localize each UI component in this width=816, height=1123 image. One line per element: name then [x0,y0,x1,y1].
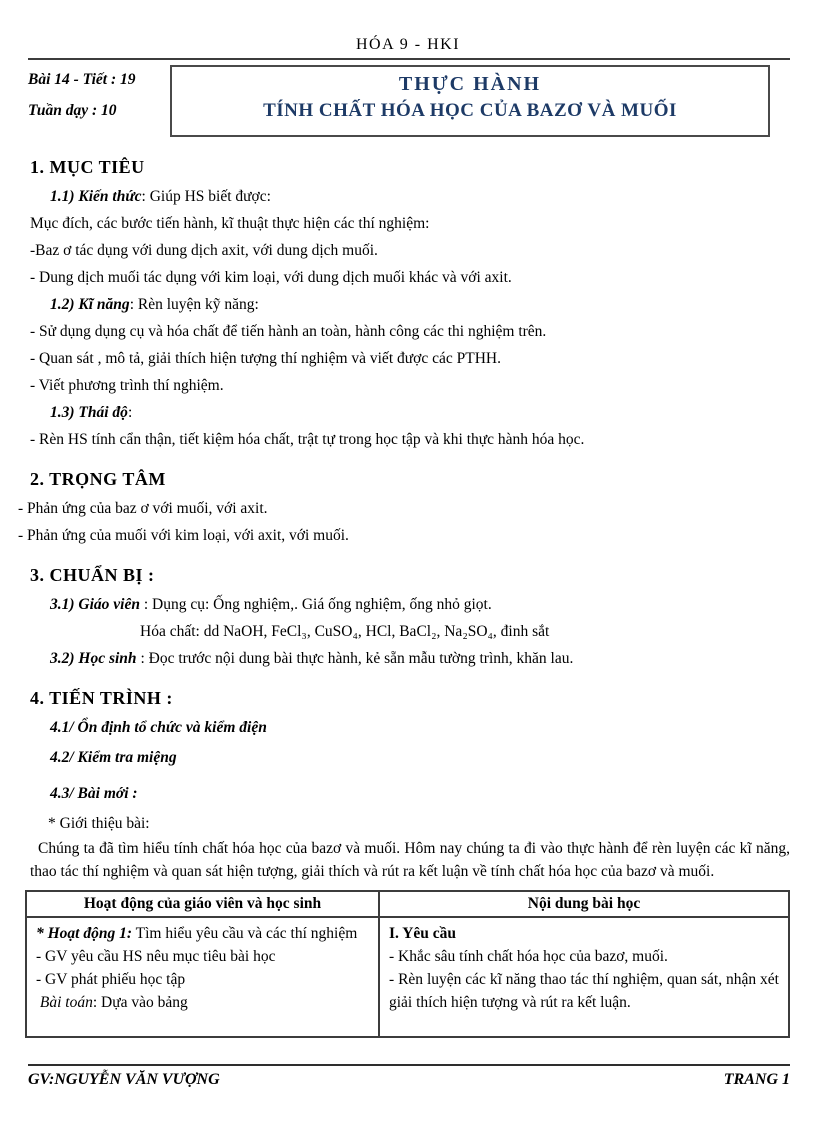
section-2-heading: 2. TRỌNG TÂM [30,469,166,489]
activity-rest: Tìm hiểu yêu cầu và các thí nghiệm [132,925,358,942]
doc-line [50,596,790,614]
subheading-lead: 3.2) Học sinh [50,650,137,667]
doc-line [36,991,369,1014]
page-footer [28,1064,790,1089]
table-header-row [26,891,789,917]
document-body [18,157,790,883]
lesson-number: Bài 14 - Tiết : 19 [28,71,136,88]
doc-line: - Khắc sâu tính chất hóa học của bazơ, muối. [389,948,668,965]
table-cell-activities [26,917,379,1037]
title-box [170,65,770,137]
subheading-rest: : Rèn luyện kỹ năng: [129,296,259,313]
intro-label: * Giới thiệu bài: [48,815,150,832]
lesson-title-line2: TÍNH CHẤT HÓA HỌC CỦA BAZƠ VÀ MUỐI [263,100,677,121]
header-rule [28,58,790,60]
footer-page-number: TRANG 1 [723,1071,790,1088]
doc-line: 4.3/ Bài mới : [50,785,138,802]
doc-line [50,404,790,422]
subheading-lead: 3.1) Giáo viên [50,596,140,613]
subheading-lead: 1.2) Kĩ năng [50,296,130,313]
doc-line: - GV yêu cầu HS nêu mục tiêu bài học [36,948,276,965]
doc-line: - Quan sát , mô tả, giải thích hiện tượng thí nghiệm và viết được các PTHH. [30,350,501,367]
doc-line: - Phản ứng của baz ơ với muối, với axit. [18,500,268,517]
doc-line [50,188,790,206]
table-row [26,917,789,1037]
lesson-meta [28,65,170,137]
lesson-title-line1: THỰC HÀNH [398,73,542,95]
subheading-lead: 1.3) Thái độ [50,404,128,421]
doc-line: 4.2/ Kiểm tra miệng [50,749,177,766]
section-4-heading: 4. TIẾN TRÌNH : [30,688,173,708]
doc-line [36,922,369,945]
table-cell-content [379,917,789,1037]
table-header-right: Nội dung bài học [379,891,789,917]
doc-line: Mục đích, các bước tiến hành, kĩ thuật thực hiện các thí nghiệm: [30,215,430,232]
doc-line [50,650,790,668]
content-heading: I. Yêu cầu [389,925,457,942]
doc-line: 4.1/ Ổn định tổ chức và kiểm điện [50,719,267,736]
section-3-heading: 3. CHUẨN BỊ : [30,565,155,585]
table-header-left: Hoạt động của giáo viên và học sinh [26,891,379,917]
doc-line: - Rèn HS tính cẩn thận, tiết kiệm hóa chất, trật tự trong học tập và khi thực hành hóa học. [30,431,585,448]
task-rest: : Dựa vào bảng [92,994,188,1011]
doc-line: - Dung dịch muối tác dụng với kim loại, với dung dịch muối khác và với axit. [30,269,512,286]
doc-line: - Rèn luyện các kĩ năng thao tác thí nghiệm, quan sát, nhận xét giải thích hiện tượng và rút ra kết luận. [389,971,779,1011]
subheading-rest: : Đọc trước nội dung bài thực hành, kẻ sẵn mẫu tường trình, khăn lau. [136,650,574,667]
doc-line: -Baz ơ tác dụng với dung dịch axit, với dung dịch muối. [30,242,378,259]
doc-line: - Phản ứng của muối với kim loại, với axit, với muối. [18,527,349,544]
subheading-rest: : [127,404,133,421]
doc-line: - Sử dụng dụng cụ và hóa chất để tiến hành an toàn, hành công các thi nghiệm trên. [30,323,547,340]
doc-line: - GV phát phiếu học tập [36,971,186,988]
footer-teacher: GV:NGUYỄN VĂN VƯỢNG [28,1071,220,1088]
task-lead: Bài toán [39,994,93,1011]
intro-paragraph: Chúng ta đã tìm hiểu tính chất hóa học của bazơ và muối. Hôm nay chúng ta đi vào thực hành để rèn luyện các kĩ năng, thao tác thí nghiệm và quan sát hiện tượng, giải thích và rút ra kết luận về tính chất hóa học của bazơ và muối. [30,840,790,880]
running-header: HÓA 9 - HKI [355,36,461,53]
subheading-lead: 1.1) Kiến thức [50,188,142,205]
doc-line: - Viết phương trình thí nghiệm. [30,377,224,394]
lesson-header [28,65,770,137]
subheading-rest: : Dụng cụ: Ống nghiệm,. Giá ống nghiệm, ống nhỏ giọt. [139,596,492,613]
chemicals-line: Hóa chất: dd NaOH, FeCl₃, CuSO₄, HCl, BaCl₂, Na₂SO₄, đinh sắt [140,623,550,640]
activity-table [25,890,790,1038]
section-1-heading: 1. MỤC TIÊU [30,157,145,177]
activity-lead: * Hoạt động 1: [36,925,133,942]
subheading-rest: : Giúp HS biết được: [141,188,271,205]
teaching-week: Tuần dạy : 10 [28,102,117,119]
doc-line [50,296,790,314]
